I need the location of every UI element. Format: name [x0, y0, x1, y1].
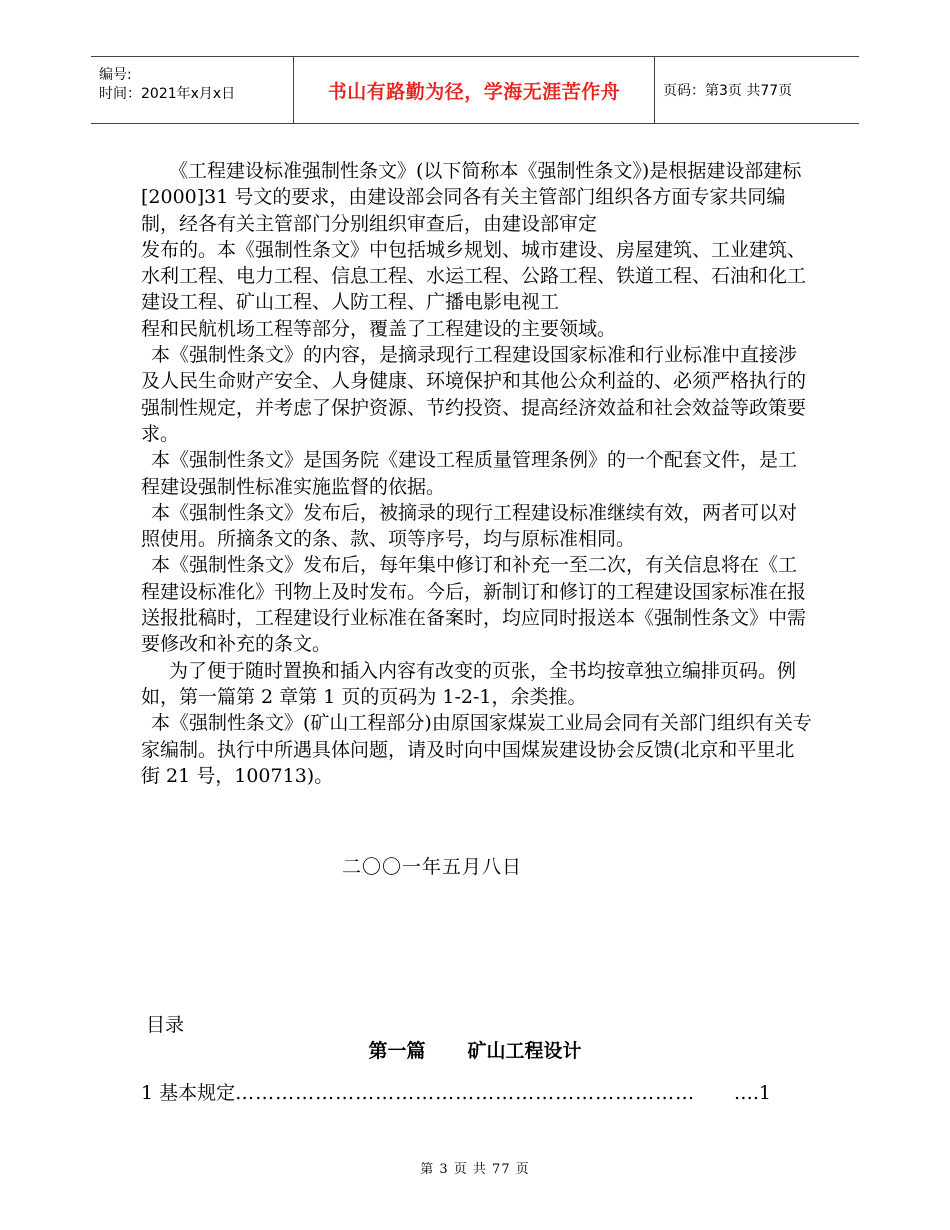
page-footer: 第 3 页 共 77 页 — [420, 1162, 530, 1177]
toc-entry[interactable] — [141, 1078, 771, 1105]
paragraph: 发布的。本《强制性条文》中包括城乡规划、城市建设、房屋建筑、工业建筑、水利工程、电力工程、信息工程、水运工程、公路工程、铁道工程、石油和化工建设工程、矿山工程、人防工程、广播电影电视工 — [141, 238, 807, 314]
toc-entry-label: 1 基本规定 — [141, 1082, 236, 1104]
paragraph: 本《强制性条文》的内容，是摘录现行工程建设国家标准和行业标准中直接涉及人民生命财产安全、人身健康、环境保护和其他公众利益的、必须严格执行的强制性规定，并考虑了保护资源、节约投资、提高经济效益和社会效益等政策要求。 — [141, 344, 807, 445]
paragraph: 程和民航机场工程等部分，覆盖了工程建设的主要领域。 — [141, 317, 617, 340]
preface-body — [141, 158, 813, 789]
toc-title: 目录 — [146, 1014, 185, 1036]
toc-part-title — [0, 1036, 950, 1063]
paragraph: 《工程建设标准强制性条文》(以下简称本《强制性条文》)是根据建设部建标[2000]31 号文的要求，由建设部会同各有关主管部门组织各方面专家共同编制，经各有关主管部门分别组织审查后，由建设部审定 — [141, 160, 802, 235]
header-info — [91, 57, 293, 123]
document-time: 时间：2021年x月x日 — [99, 86, 236, 102]
paragraph: 为了便于随时置换和插入内容有改变的页张，全书均按章独立编排页码。例如，第一篇第 2 章第 1 页的页码为 1-2-1，余类推。 — [141, 659, 797, 708]
header-page-number: 页码：第3页 共77页 — [663, 83, 793, 99]
paragraph: 本《强制性条文》发布后，每年集中修订和补充一至二次，有关信息将在《工程建设标准化》刊物上及时发布。今后，新制订和修订的工程建设国家标准在报送报批稿时，工程建设行业标准在备案时，均应同时报送本《强制性条文》中需要修改和补充的条文。 — [141, 554, 807, 656]
page-header — [91, 56, 859, 124]
part-number: 第一篇 — [368, 1040, 426, 1062]
paragraph: 本《强制性条文》是国务院《建设工程质量管理条例》的一个配套文件，是工程建设强制性标准实施监督的依据。 — [141, 449, 798, 498]
header-motto: 书山有路勤为径，学海无涯苦作舟 — [293, 57, 655, 123]
paragraph: 本《强制性条文》(矿山工程部分)由原国家煤炭工业局会同有关部门组织有关专家编制。执行中所遇具体问题，请及时向中国煤炭建设协会反馈(北京和平里北街 21 号，100713)。 — [141, 712, 812, 787]
document-number: 编号: — [99, 67, 132, 83]
signature-date: 二〇〇一年五月八日 — [342, 856, 523, 878]
paragraph: 本《强制性条文》发布后，被摘录的现行工程建设标准继续有效，两者可以对照使用。所摘条文的条、款、项等序号，均与原标准相同。 — [141, 501, 798, 551]
part-name: 矿山工程设计 — [467, 1040, 582, 1062]
toc-entry-page: ….1 — [733, 1082, 771, 1104]
toc-leader-dots: …………………………………………………………… — [235, 1082, 696, 1104]
